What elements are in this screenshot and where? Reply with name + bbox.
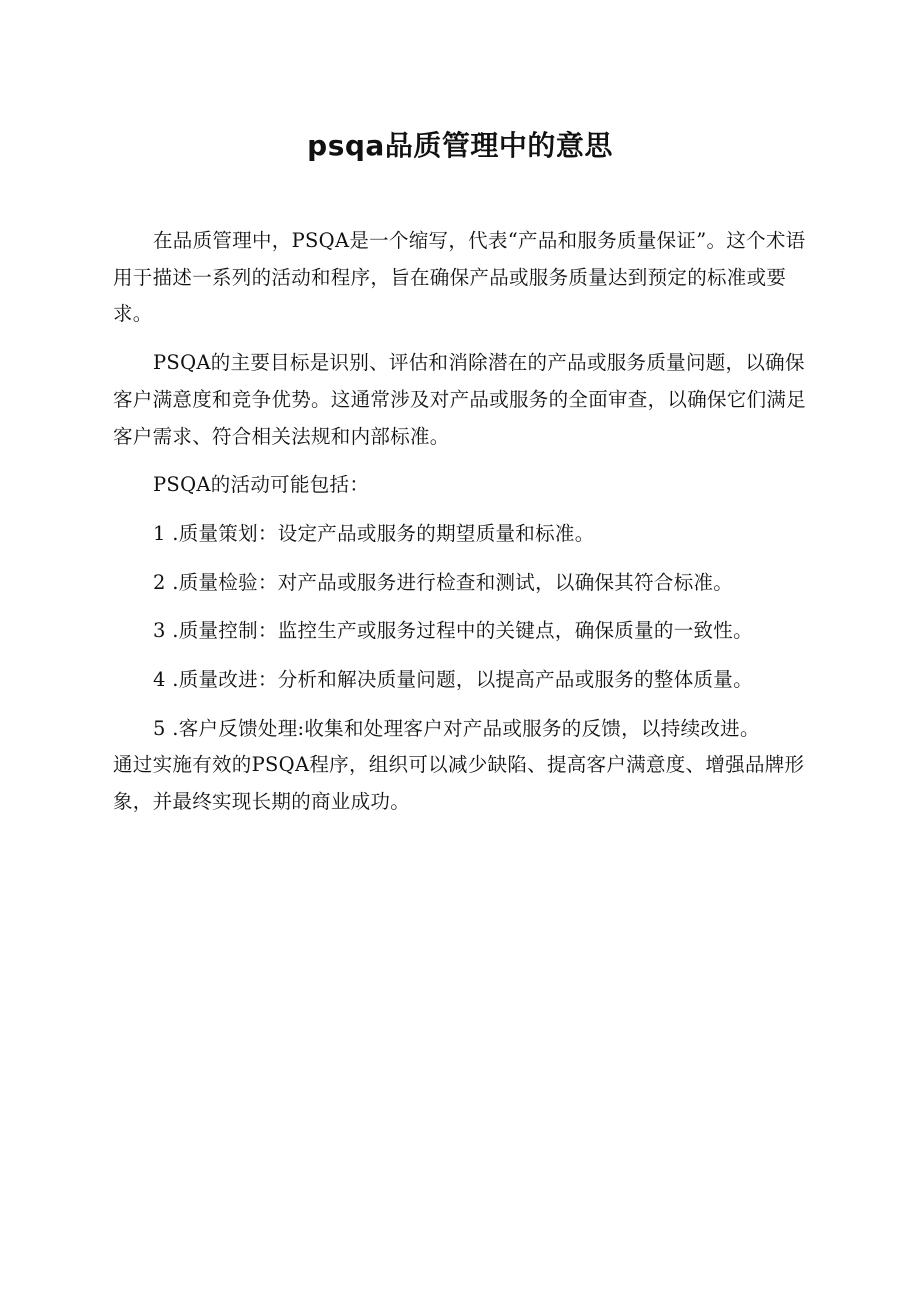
list-item-quality-control: 3 .质量控制：监控生产或服务过程中的关键点，确保质量的一致性。 xyxy=(153,619,753,643)
list-item-quality-inspection: 2 .质量检验：对产品或服务进行检查和测试，以确保其符合标准。 xyxy=(153,570,734,594)
list-item-customer-feedback: 5 .客户反馈处理:收集和处理客户对产品或服务的反馈，以持续改进。 xyxy=(153,716,760,740)
paragraph-activities-intro: PSQA的活动可能包括： xyxy=(153,473,370,497)
document-body xyxy=(113,223,821,833)
list-item-quality-planning: 1 .质量策划：设定产品或服务的期望质量和标准。 xyxy=(153,521,595,545)
paragraph-intro: 在品质管理中，PSQA是一个缩写，代表“产品和服务质量保证”。这个术语用于描述一系列的活动和程序，旨在确保产品或服务质量达到预定的标准或要求。 xyxy=(113,229,806,326)
paragraph-goals: PSQA的主要目标是识别、评估和消除潜在的产品或服务质量问题，以确保客户满意度和竞争优势。这通常涉及对产品或服务的全面审查，以确保它们满足客户需求、符合相关法规和内部标准。 xyxy=(113,351,807,448)
document-title: psqa品质管理中的意思 xyxy=(307,129,613,162)
list-item-quality-improvement: 4 .质量改进：分析和解决质量问题，以提高产品或服务的整体质量。 xyxy=(153,668,753,692)
paragraph-closing: 通过实施有效的PSQA程序，组织可以减少缺陷、提高客户满意度、增强品牌形象，并最终实现长期的商业成功。 xyxy=(113,753,805,814)
